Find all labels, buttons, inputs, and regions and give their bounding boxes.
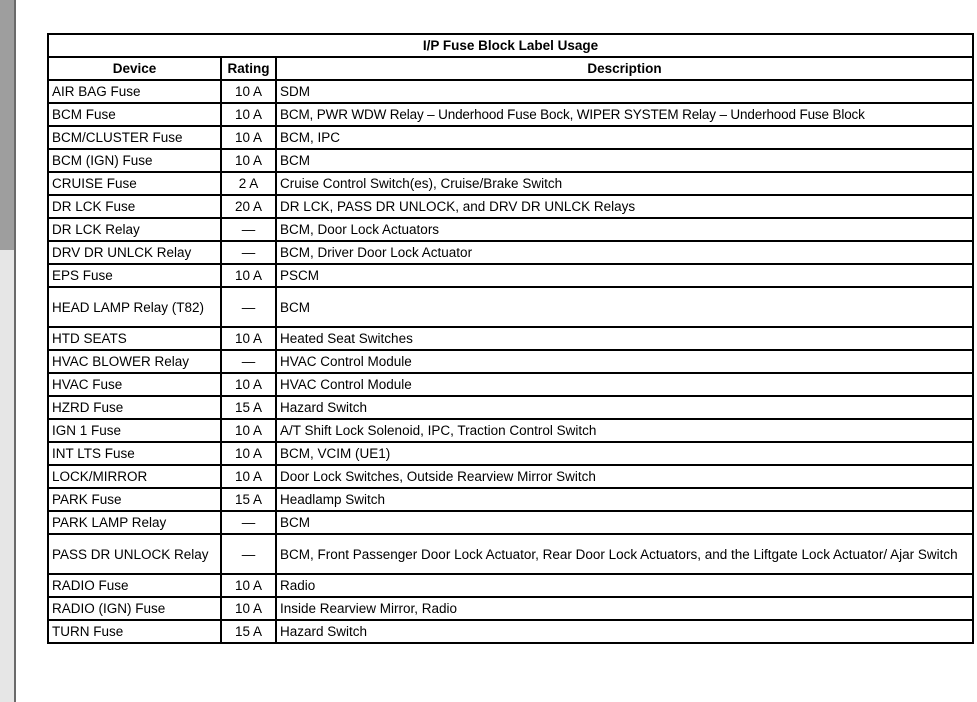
rating-cell: 15 A <box>221 396 276 419</box>
description-cell: PSCM <box>276 264 973 287</box>
rating-cell: — <box>221 534 276 574</box>
device-cell: BCM Fuse <box>48 103 221 126</box>
table-title: I/P Fuse Block Label Usage <box>48 34 973 57</box>
table-row <box>48 80 973 103</box>
rating-cell: 10 A <box>221 264 276 287</box>
device-cell: DR LCK Relay <box>48 218 221 241</box>
table-row <box>48 264 973 287</box>
table-row <box>48 241 973 264</box>
device-cell: HVAC Fuse <box>48 373 221 396</box>
table-row <box>48 373 973 396</box>
table-row <box>48 126 973 149</box>
description-cell: Cruise Control Switch(es), Cruise/Brake Switch <box>276 172 973 195</box>
description-cell: DR LCK, PASS DR UNLOCK, and DRV DR UNLCK Relays <box>276 195 973 218</box>
device-cell: DRV DR UNLCK Relay <box>48 241 221 264</box>
rating-cell: 2 A <box>221 172 276 195</box>
table-row <box>48 172 973 195</box>
description-cell: BCM, PWR WDW Relay – Underhood Fuse Bock, WIPER SYSTEM Relay – Underhood Fuse Block <box>276 103 973 126</box>
device-cell: RADIO Fuse <box>48 574 221 597</box>
table-row <box>48 327 973 350</box>
table-row <box>48 620 973 643</box>
description-cell: Inside Rearview Mirror, Radio <box>276 597 973 620</box>
description-cell: HVAC Control Module <box>276 373 973 396</box>
rating-cell: — <box>221 350 276 373</box>
description-cell: BCM, Door Lock Actuators <box>276 218 973 241</box>
description-cell: BCM, Driver Door Lock Actuator <box>276 241 973 264</box>
device-cell: HVAC BLOWER Relay <box>48 350 221 373</box>
table-row <box>48 534 973 574</box>
description-cell: BCM <box>276 511 973 534</box>
table-row <box>48 195 973 218</box>
description-cell: HVAC Control Module <box>276 350 973 373</box>
header-rating: Rating <box>221 57 276 80</box>
device-cell: TURN Fuse <box>48 620 221 643</box>
device-cell: EPS Fuse <box>48 264 221 287</box>
device-cell: HEAD LAMP Relay (T82) <box>48 287 221 327</box>
table-row <box>48 574 973 597</box>
rating-cell: — <box>221 287 276 327</box>
rating-cell: 10 A <box>221 442 276 465</box>
fuse-block-table <box>47 33 974 644</box>
rating-cell: 10 A <box>221 126 276 149</box>
table-row <box>48 103 973 126</box>
device-cell: PASS DR UNLOCK Relay <box>48 534 221 574</box>
rating-cell: — <box>221 218 276 241</box>
device-cell: PARK Fuse <box>48 488 221 511</box>
rating-cell: 15 A <box>221 488 276 511</box>
table-row <box>48 287 973 327</box>
description-cell: Hazard Switch <box>276 620 973 643</box>
rating-cell: 10 A <box>221 597 276 620</box>
device-cell: BCM/CLUSTER Fuse <box>48 126 221 149</box>
device-cell: HZRD Fuse <box>48 396 221 419</box>
table-row <box>48 350 973 373</box>
table-body <box>48 80 973 643</box>
description-cell: A/T Shift Lock Solenoid, IPC, Traction Control Switch <box>276 419 973 442</box>
rating-cell: 10 A <box>221 419 276 442</box>
header-description: Description <box>276 57 973 80</box>
table-row <box>48 396 973 419</box>
description-cell: Headlamp Switch <box>276 488 973 511</box>
table-row <box>48 419 973 442</box>
document-page <box>14 0 977 702</box>
device-cell: INT LTS Fuse <box>48 442 221 465</box>
device-cell: HTD SEATS <box>48 327 221 350</box>
table-row <box>48 597 973 620</box>
rating-cell: 15 A <box>221 620 276 643</box>
device-cell: CRUISE Fuse <box>48 172 221 195</box>
table-row <box>48 511 973 534</box>
description-cell: Heated Seat Switches <box>276 327 973 350</box>
description-cell: BCM, Front Passenger Door Lock Actuator, Rear Door Lock Actuators, and the Liftgate Lock Actuator/ Ajar Switch <box>276 534 973 574</box>
description-cell: Hazard Switch <box>276 396 973 419</box>
device-cell: LOCK/MIRROR <box>48 465 221 488</box>
rating-cell: 10 A <box>221 103 276 126</box>
rating-cell: 10 A <box>221 149 276 172</box>
device-cell: AIR BAG Fuse <box>48 80 221 103</box>
rating-cell: — <box>221 511 276 534</box>
description-cell: SDM <box>276 80 973 103</box>
device-cell: BCM (IGN) Fuse <box>48 149 221 172</box>
table-row <box>48 218 973 241</box>
rating-cell: 10 A <box>221 80 276 103</box>
fuse-table-container <box>47 33 972 644</box>
left-panel-lower <box>0 250 14 702</box>
description-cell: BCM, VCIM (UE1) <box>276 442 973 465</box>
rating-cell: — <box>221 241 276 264</box>
description-cell: Radio <box>276 574 973 597</box>
table-header-row <box>48 57 973 80</box>
description-cell: BCM <box>276 287 973 327</box>
header-device: Device <box>48 57 221 80</box>
device-cell: RADIO (IGN) Fuse <box>48 597 221 620</box>
device-cell: PARK LAMP Relay <box>48 511 221 534</box>
table-row <box>48 149 973 172</box>
description-cell: BCM, IPC <box>276 126 973 149</box>
table-row <box>48 488 973 511</box>
rating-cell: 10 A <box>221 373 276 396</box>
description-cell: Door Lock Switches, Outside Rearview Mirror Switch <box>276 465 973 488</box>
rating-cell: 10 A <box>221 574 276 597</box>
rating-cell: 10 A <box>221 465 276 488</box>
rating-cell: 20 A <box>221 195 276 218</box>
table-row <box>48 465 973 488</box>
rating-cell: 10 A <box>221 327 276 350</box>
table-title-row <box>48 34 973 57</box>
device-cell: IGN 1 Fuse <box>48 419 221 442</box>
table-row <box>48 442 973 465</box>
device-cell: DR LCK Fuse <box>48 195 221 218</box>
description-cell: BCM <box>276 149 973 172</box>
left-scroll-panel <box>0 0 14 250</box>
